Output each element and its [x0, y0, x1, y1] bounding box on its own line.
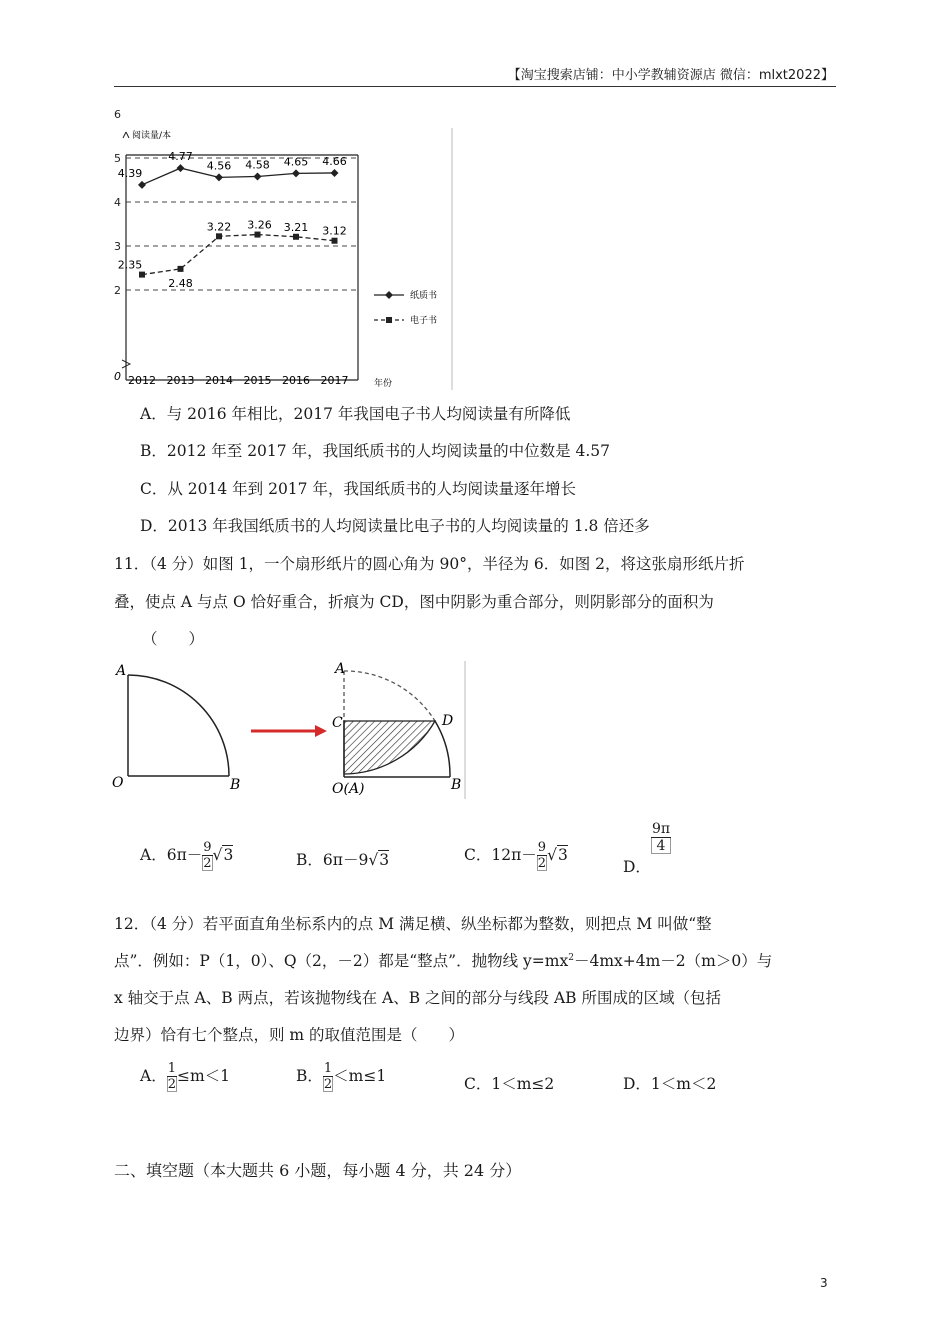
fig1-label-b: B [230, 777, 241, 793]
fraction: $\frac{9}{2}$ [203, 840, 212, 871]
data-point-paper [331, 169, 339, 177]
q11-option-a [140, 841, 233, 871]
data-point-paper [254, 172, 262, 180]
data-label: 2.35 [117, 258, 143, 272]
option-expr: 6π－ [166, 846, 203, 864]
q10-option-a: A．与 2016 年相比，2017 年我国电子书人均阅读量有所降低 [140, 405, 571, 423]
data-label: 3.22 [206, 220, 232, 234]
option-letter: C． [464, 846, 492, 864]
y-tick-label: 6 [114, 108, 121, 121]
reading-chart [112, 108, 457, 397]
data-label: 4.66 [322, 154, 347, 168]
data-point-paper [138, 181, 146, 189]
x-tick-label: 2014 [205, 374, 233, 387]
fig2-label-c: C [332, 715, 343, 731]
data-label: 3.26 [247, 218, 272, 232]
q11-option-d [623, 822, 671, 877]
fig1-label-o: O [112, 775, 124, 791]
fraction: $\frac{9}{2}$ [537, 840, 547, 871]
q11-stem-line2: 叠，使点 A 与点 O 恰好重合，折痕为 CD，图中阴影为重合部分，则阴影部分的面积为 [114, 593, 714, 611]
q12-stem-line3: x 轴交于点 A、B 两点，若该抛物线在 A、B 之间的部分与线段 AB 所围成的区域（包括 [114, 989, 721, 1007]
data-label: 4.39 [117, 166, 143, 180]
q11-option-c [464, 841, 568, 871]
line-chart-svg [112, 108, 457, 393]
y-axis-arrow [123, 132, 129, 138]
page-header: 【淘宝搜索店铺：中小学教辅资源店 微信：mlxt2022】 [507, 68, 834, 83]
header-divider [114, 86, 836, 87]
y-tick-label: 4 [114, 196, 121, 209]
data-label: 4.65 [283, 155, 309, 169]
q12-stem-line2: 点”．例如：P（1，0）、Q（2，－2）都是“整点”．抛物线 $y=mx^2-4mx+4m-2(m>0)$与 [114, 952, 773, 970]
q11-option-b [296, 848, 389, 870]
x-tick-label: 2015 [243, 374, 272, 387]
fraction: $\frac{1}{2}$ [323, 1061, 333, 1092]
x-tick-label: 2013 [166, 374, 195, 387]
q11-stem-line1: 11．（4 分）如图 1，一个扇形纸片的圆心角为 90°，半径为 6．如图 2，将这张扇形纸片折 [114, 555, 745, 573]
legend-label: 纸质书 [410, 291, 438, 301]
q12-option-b: B． $\frac{1}{2}$ ＜m≤1 [296, 1061, 387, 1092]
q12-stem-line4: 边界）恰有七个整点，则 m 的取值范围是（ ） [114, 1026, 465, 1044]
legend-marker [386, 317, 392, 323]
option-letter: B． [296, 1067, 323, 1085]
fraction: $\frac{9\pi}{4}$ [651, 821, 671, 854]
series-line-2 [142, 235, 335, 275]
data-point-paper [177, 164, 185, 172]
q10-option-b: B．2012 年至 2017 年，我国纸质书的人均阅读量的中位数是 4.57 [140, 442, 611, 460]
y-tick-label: 3 [114, 240, 121, 253]
q12-option-d: D．1＜m＜2 [623, 1075, 717, 1093]
q12-option-a: A． $\frac{1}{2}$ ≤m＜1 [140, 1061, 231, 1092]
data-label: 2.48 [168, 276, 193, 290]
data-label: 4.58 [245, 158, 270, 172]
fraction: $\frac{1}{2}$ [167, 1061, 176, 1092]
option-letter: D． [623, 858, 651, 876]
q11-answer-blank: （ ） [142, 630, 205, 648]
option-letter: B． [296, 851, 323, 869]
section-title: 二、填空题（本大题共 6 小题，每小题 4 分，共 24 分） [114, 1161, 522, 1180]
data-label: 3.21 [283, 220, 309, 234]
sector-fold-diagram [108, 655, 478, 805]
data-point-paper [292, 169, 300, 177]
option-letter: A． [140, 1067, 167, 1085]
sqrt-expr: √3 [547, 846, 568, 864]
series-line-1 [142, 168, 335, 185]
y-tick-label: 5 [114, 152, 121, 165]
fig2-label-a: A [335, 661, 346, 677]
sqrt-expr: √3 [212, 846, 234, 864]
data-point-ebook [178, 266, 184, 272]
data-label: 3.12 [322, 224, 347, 238]
legend-marker [385, 291, 393, 299]
data-point-ebook [139, 272, 145, 278]
x-axis-label: 年份 [374, 379, 393, 389]
legend-label: 电子书 [410, 316, 438, 326]
option-expr: 6π－9 [322, 851, 369, 869]
fold-figures [108, 655, 478, 809]
q12-stem-line1: 12．（4 分）若平面直角坐标系内的点 M 满足横、纵坐标都为整数，则把点 M 叫做“整 [114, 915, 712, 933]
sqrt-expr: √3 [368, 851, 390, 869]
data-point-ebook [332, 238, 338, 244]
fig2-label-d: D [442, 713, 454, 729]
y-tick-label: 2 [114, 284, 121, 297]
data-label: 4.77 [168, 150, 193, 164]
data-point-paper [215, 173, 223, 181]
fig2-label-o: O(A) [332, 781, 365, 797]
fig2-label-b: B [451, 777, 462, 793]
fig1-label-a: A [116, 663, 127, 679]
origin-label: 0 [114, 370, 121, 383]
q10-option-c: C．从 2014 年到 2017 年，我国纸质书的人均阅读量逐年增长 [140, 480, 576, 498]
option-expr: 12π－ [491, 846, 537, 864]
q10-option-d: D．2013 年我国纸质书的人均阅读量比电子书的人均阅读量的 1.8 倍还多 [140, 517, 650, 535]
figure-1-sector [112, 663, 240, 793]
data-label: 4.56 [206, 159, 232, 173]
x-tick-label: 2017 [320, 374, 349, 387]
figure-2-folded [332, 661, 465, 799]
q12-option-c: C．1＜m≤2 [464, 1075, 555, 1093]
option-letter: A． [140, 846, 167, 864]
x-tick-label: 2016 [282, 374, 310, 387]
data-point-ebook [293, 234, 299, 240]
y-axis-label: 阅读量/本 [132, 131, 172, 141]
right-arrow-icon [251, 725, 327, 737]
data-point-ebook [255, 232, 261, 238]
x-tick-label: 2012 [128, 374, 156, 387]
page-number: 3 [820, 1276, 828, 1290]
data-point-ebook [216, 233, 222, 239]
